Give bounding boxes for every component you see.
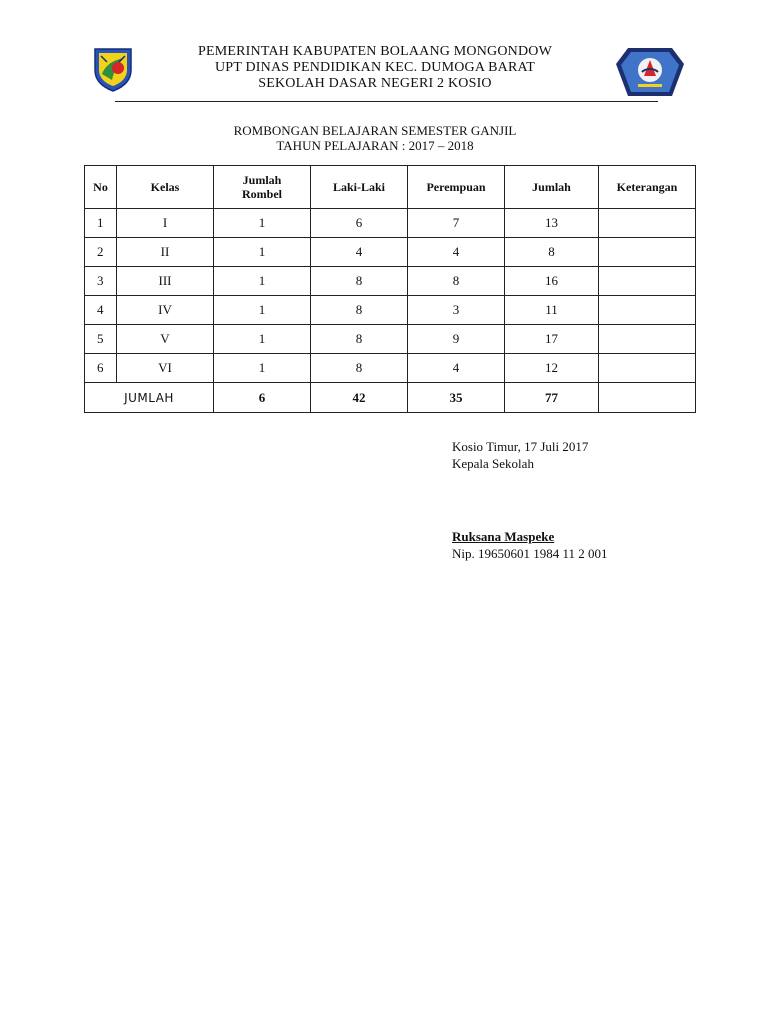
tut-wuri-handayani-logo-icon bbox=[614, 46, 686, 98]
total-label: JUMLAH bbox=[85, 383, 214, 413]
cell-kelas: V bbox=[117, 325, 214, 354]
cell-laki: 8 bbox=[311, 325, 408, 354]
cell-no: 6 bbox=[85, 354, 117, 383]
col-header-no: No bbox=[85, 166, 117, 209]
cell-laki: 6 bbox=[311, 209, 408, 238]
cell-laki: 8 bbox=[311, 296, 408, 325]
cell-laki: 4 bbox=[311, 238, 408, 267]
table-row bbox=[85, 354, 696, 383]
col-header-perempuan: Perempuan bbox=[408, 166, 505, 209]
col-header-jumlah-rombel-text: Jumlah Rombel bbox=[242, 173, 282, 201]
cell-perempuan: 4 bbox=[408, 354, 505, 383]
letterhead bbox=[140, 44, 610, 92]
cell-jumlah: 13 bbox=[505, 209, 599, 238]
cell-no: 4 bbox=[85, 296, 117, 325]
cell-no: 5 bbox=[85, 325, 117, 354]
cell-rombel: 1 bbox=[214, 296, 311, 325]
regency-crest-icon bbox=[92, 46, 134, 92]
col-header-kelas: Kelas bbox=[117, 166, 214, 209]
cell-kelas: VI bbox=[117, 354, 214, 383]
cell-kelas: IV bbox=[117, 296, 214, 325]
col-header-keterangan: Keterangan bbox=[599, 166, 696, 209]
table-header-row bbox=[85, 166, 696, 209]
cell-keterangan bbox=[599, 354, 696, 383]
cell-jumlah: 8 bbox=[505, 238, 599, 267]
cell-no: 1 bbox=[85, 209, 117, 238]
cell-rombel: 1 bbox=[214, 238, 311, 267]
table-row bbox=[85, 238, 696, 267]
total-perempuan: 35 bbox=[408, 383, 505, 413]
title-line-1: ROMBONGAN BELAJARAN SEMESTER GANJIL bbox=[233, 123, 517, 138]
cell-keterangan bbox=[599, 238, 696, 267]
cell-jumlah: 16 bbox=[505, 267, 599, 296]
signature-place-date: Kosio Timur, 17 Juli 2017 bbox=[452, 439, 589, 454]
table-row bbox=[85, 296, 696, 325]
total-laki: 42 bbox=[311, 383, 408, 413]
col-header-laki-laki: Laki-Laki bbox=[311, 166, 408, 209]
total-keterangan bbox=[599, 383, 696, 413]
total-jumlah: 77 bbox=[505, 383, 599, 413]
signature-block bbox=[452, 438, 588, 472]
cell-keterangan bbox=[599, 325, 696, 354]
cell-keterangan bbox=[599, 267, 696, 296]
cell-keterangan bbox=[599, 296, 696, 325]
cell-no: 2 bbox=[85, 238, 117, 267]
cell-laki: 8 bbox=[311, 267, 408, 296]
signatory-nip: Nip. 19650601 1984 11 2 001 bbox=[452, 546, 608, 561]
cell-jumlah: 11 bbox=[505, 296, 599, 325]
table-row bbox=[85, 267, 696, 296]
total-rombel: 6 bbox=[214, 383, 311, 413]
signature-position: Kepala Sekolah bbox=[452, 456, 534, 471]
cell-perempuan: 7 bbox=[408, 209, 505, 238]
cell-rombel: 1 bbox=[214, 354, 311, 383]
table-row bbox=[85, 325, 696, 354]
cell-rombel: 1 bbox=[214, 209, 311, 238]
cell-keterangan bbox=[599, 209, 696, 238]
cell-rombel: 1 bbox=[214, 267, 311, 296]
col-header-jumlah-rombel bbox=[214, 166, 311, 209]
letterhead-line-2: UPT DINAS PENDIDIKAN KEC. DUMOGA BARAT bbox=[214, 60, 536, 75]
cell-laki: 8 bbox=[311, 354, 408, 383]
title-line-2: TAHUN PELAJARAN : 2017 – 2018 bbox=[276, 138, 474, 153]
cell-kelas: I bbox=[117, 209, 214, 238]
cell-perempuan: 9 bbox=[408, 325, 505, 354]
col-header-jumlah: Jumlah bbox=[505, 166, 599, 209]
cell-jumlah: 17 bbox=[505, 325, 599, 354]
cell-perempuan: 4 bbox=[408, 238, 505, 267]
table-row bbox=[85, 209, 696, 238]
cell-no: 3 bbox=[85, 267, 117, 296]
table-total-row bbox=[85, 383, 696, 413]
signatory bbox=[452, 528, 608, 562]
cell-perempuan: 3 bbox=[408, 296, 505, 325]
cell-kelas: III bbox=[117, 267, 214, 296]
document-title bbox=[140, 123, 610, 153]
cell-kelas: II bbox=[117, 238, 214, 267]
rombel-table bbox=[84, 165, 696, 413]
cell-jumlah: 12 bbox=[505, 354, 599, 383]
letterhead-divider bbox=[115, 101, 658, 102]
signatory-name: Ruksana Maspeke bbox=[452, 529, 555, 544]
letterhead-line-1: PEMERINTAH KABUPATEN BOLAANG MONGONDOW bbox=[197, 44, 553, 59]
cell-perempuan: 8 bbox=[408, 267, 505, 296]
cell-rombel: 1 bbox=[214, 325, 311, 354]
letterhead-line-3: SEKOLAH DASAR NEGERI 2 KOSIO bbox=[258, 76, 492, 91]
